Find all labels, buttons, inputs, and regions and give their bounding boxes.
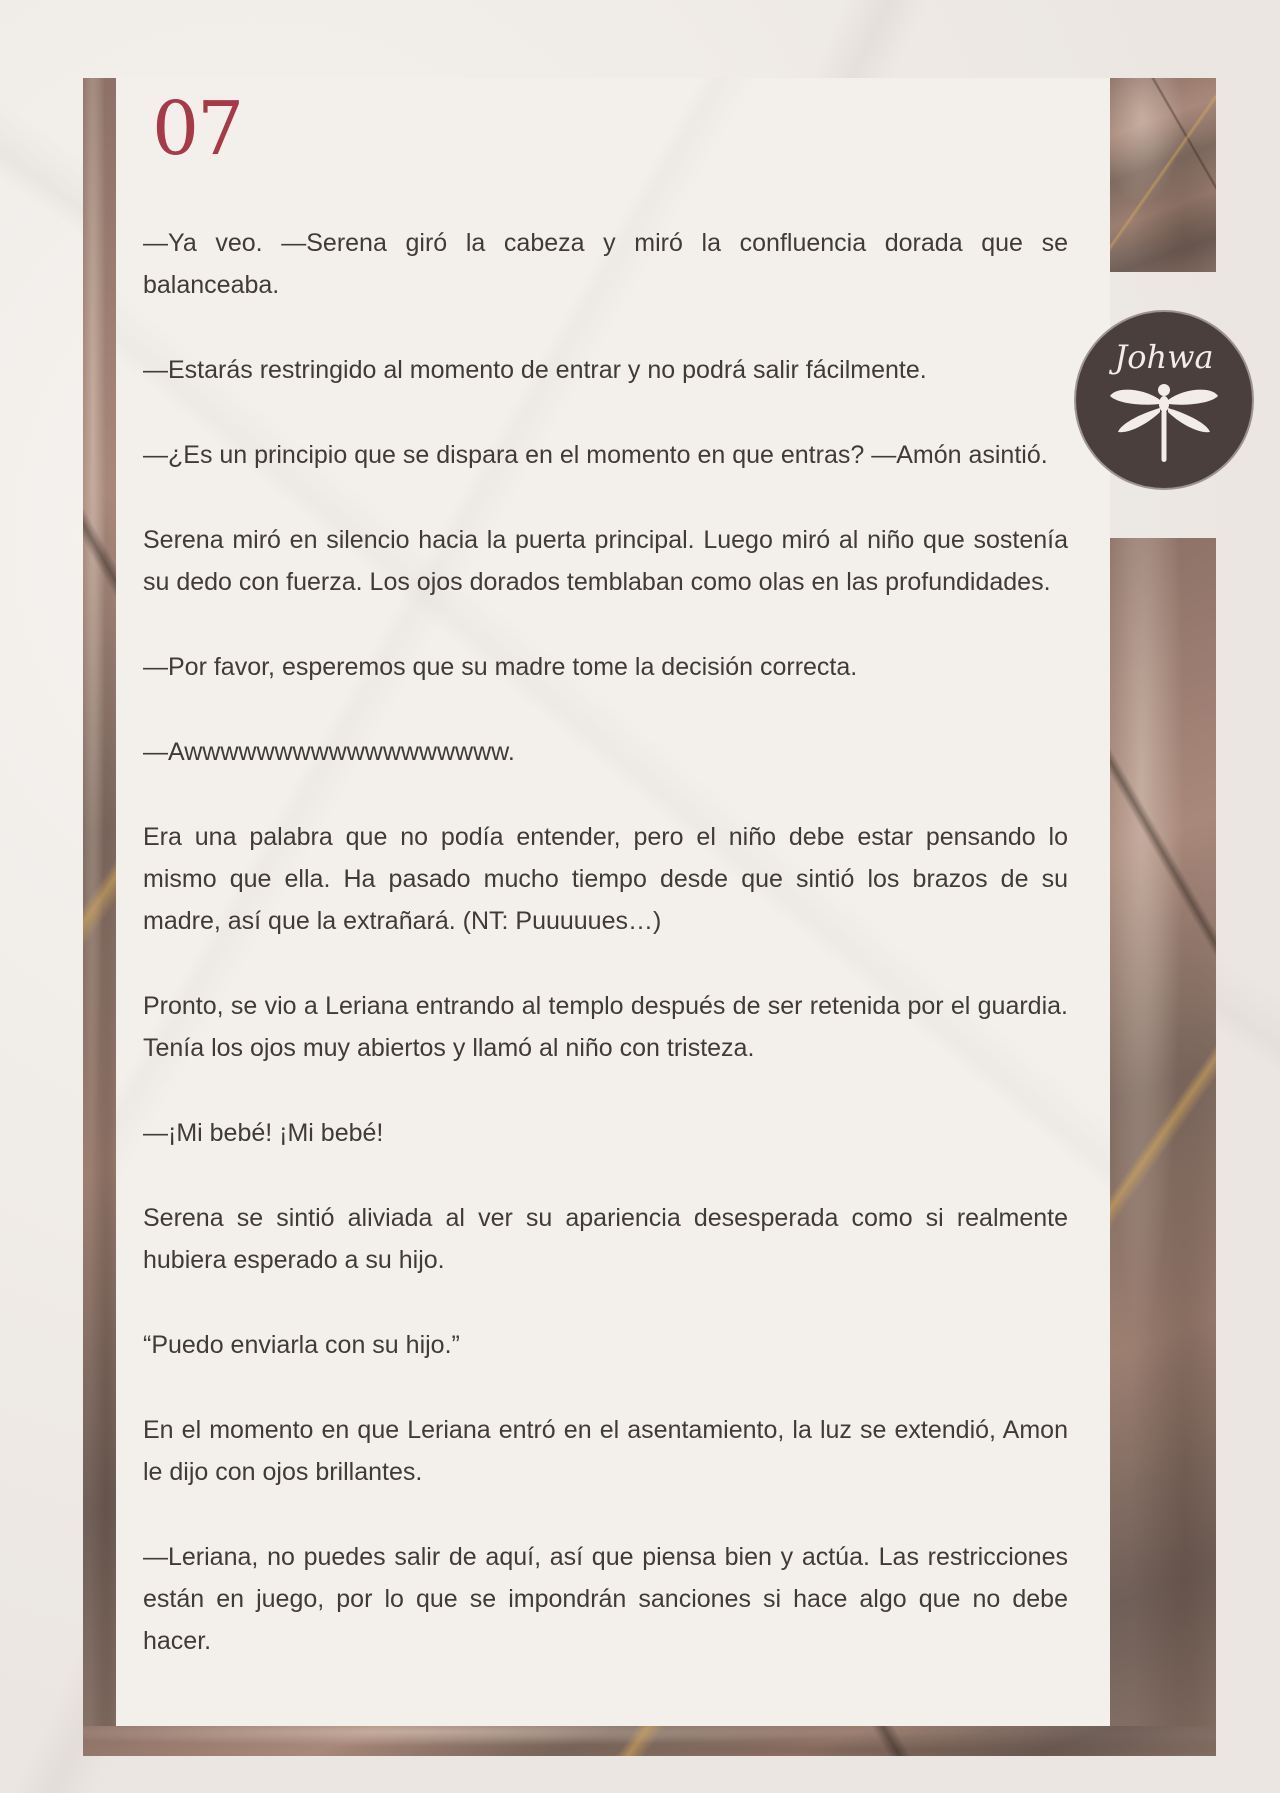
- chapter-body: [143, 222, 1068, 1705]
- paragraph: Serena se sintió aliviada al ver su apariencia desesperada como si realmente hubiera esperado a su hijo.: [143, 1204, 1068, 1274]
- paragraph: —Leriana, no puedes salir de aquí, así que piensa bien y actúa. Las restricciones están en juego, por lo que se impondrán sanciones si hace algo que no debe hacer.: [143, 1543, 1068, 1655]
- paragraph: —¡Mi bebé! ¡Mi bebé!: [143, 1119, 384, 1147]
- paragraph: —¿Es un principio que se dispara en el momento en que entras? —Amón asintió.: [143, 441, 1048, 469]
- paragraph: —Ya veo. —Serena giró la cabeza y miró la confluencia dorada que se balanceaba.: [143, 229, 1068, 299]
- paragraph: “Puedo enviarla con su hijo.”: [143, 1331, 460, 1359]
- logo-text: Johwa: [1114, 338, 1214, 376]
- paragraph: —Estarás restringido al momento de entrar y no podrá salir fácilmente.: [143, 356, 927, 384]
- chapter-number: 07: [152, 86, 243, 172]
- dragonfly-icon: [1104, 378, 1224, 468]
- marble-frame-right-bottom: [1110, 538, 1216, 1756]
- johwa-logo: [1080, 316, 1248, 484]
- paragraph: En el momento en que Leriana entró en el asentamiento, la luz se extendió, Amon le dijo con ojos brillantes.: [143, 1416, 1068, 1486]
- marble-frame-right-top: [1110, 78, 1216, 272]
- paragraph: Serena miró en silencio hacia la puerta principal. Luego miró al niño que sostenía su dedo con fuerza. Los ojos dorados temblaban como olas en las profundidades.: [143, 526, 1068, 596]
- paragraph: —Por favor, esperemos que su madre tome la decisión correcta.: [143, 653, 858, 681]
- marble-frame-bottom: [83, 1726, 1216, 1756]
- paragraph: —Awwwwwwwwwwwwwwwwww.: [143, 738, 515, 766]
- paragraph: Pronto, se vio a Leriana entrando al templo después de ser retenida por el guardia. Tenía los ojos muy abiertos y llamó al niño con tristeza.: [143, 992, 1068, 1062]
- marble-frame-left: [83, 78, 116, 1756]
- paragraph: Era una palabra que no podía entender, pero el niño debe estar pensando lo mismo que ella. Ha pasado mucho tiempo desde que sintió los brazos de su madre, así que la extrañará. (NT: Puuuuues…): [143, 823, 1068, 935]
